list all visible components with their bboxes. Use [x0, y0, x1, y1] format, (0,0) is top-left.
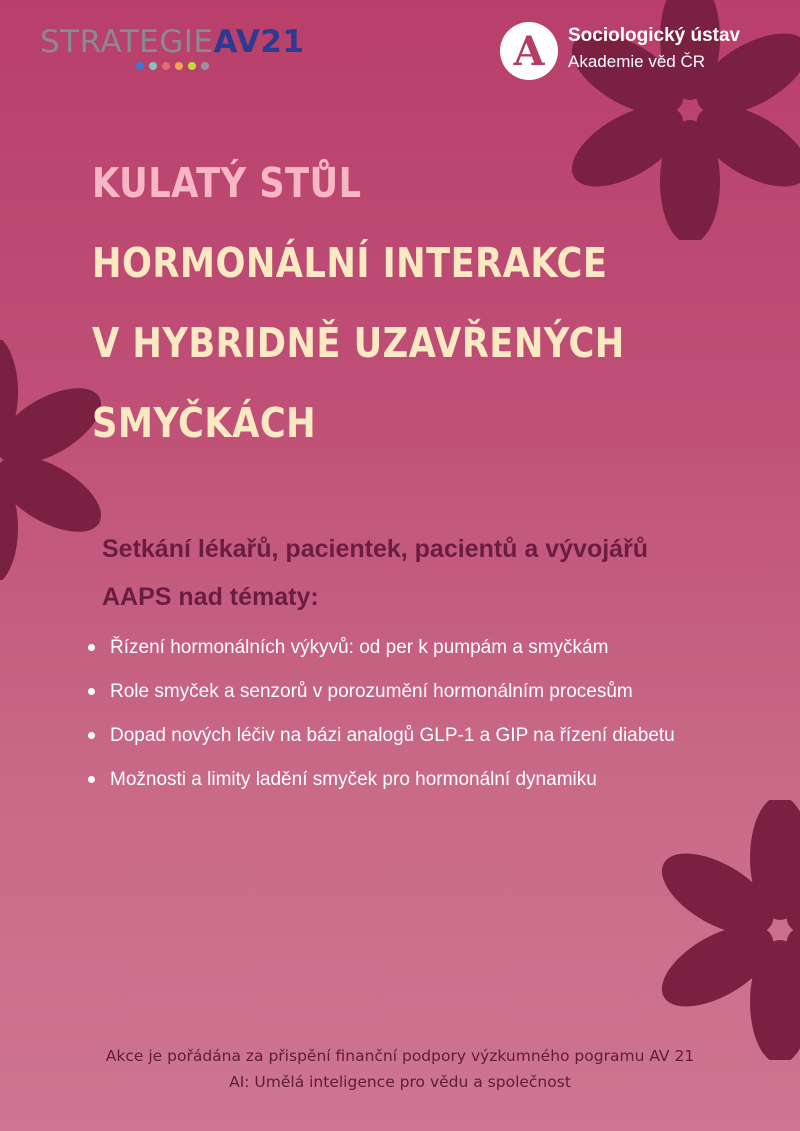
event-title [92, 143, 677, 463]
topic-list [88, 626, 788, 802]
topic-item: Možnosti a limity ladění smyček pro hormonální dynamiku [88, 758, 788, 802]
title-line-1: KULATÝ STŮL [92, 159, 362, 207]
intro-text [102, 525, 782, 621]
institute-logo [500, 20, 790, 80]
footer-line-1: Akce je pořádána za přispění finanční podpory výzkumného pogramu AV 21 [105, 1047, 695, 1065]
footer-line-2: AI: Umělá inteligence pro vědu a společnost [229, 1073, 571, 1091]
footer-note [0, 1043, 800, 1095]
topic-item: Dopad nových léčiv na bázi analogů GLP-1 a GIP na řízení diabetu [88, 714, 788, 758]
strategie-av21-logo [40, 22, 330, 72]
title-line-3: V HYBRIDNĚ UZAVŘENÝCH [92, 319, 625, 367]
title-line-4: SMYČKÁCH [92, 399, 317, 447]
topic-item: Role smyček a senzorů v porozumění hormonálním procesům [88, 670, 788, 714]
logo-dot [162, 62, 170, 70]
logo-dot [149, 62, 157, 70]
flower-bottom-right [650, 800, 800, 1060]
institute-subtitle: Akademie věd ČR [568, 52, 706, 71]
logo-dot [175, 62, 183, 70]
title-line-2: HORMONÁLNÍ INTERAKCE [92, 239, 608, 287]
intro-line-1: Setkání lékařů, pacientek, pacientů a vývojářů [102, 535, 649, 563]
strategie-logo-dots [136, 62, 209, 70]
logo-dot [188, 62, 196, 70]
intro-line-2: AAPS nad tématy: [102, 583, 319, 611]
logo-dot [136, 62, 144, 70]
topic-item: Řízení hormonálních výkyvů: od per k pumpám a smyčkám [88, 626, 788, 670]
logo-dot [201, 62, 209, 70]
institute-mark-icon: A [500, 22, 558, 80]
institute-name: Sociologický ústav [568, 25, 741, 46]
strategie-logo-text: STRATEGIEAV21 [40, 24, 305, 60]
